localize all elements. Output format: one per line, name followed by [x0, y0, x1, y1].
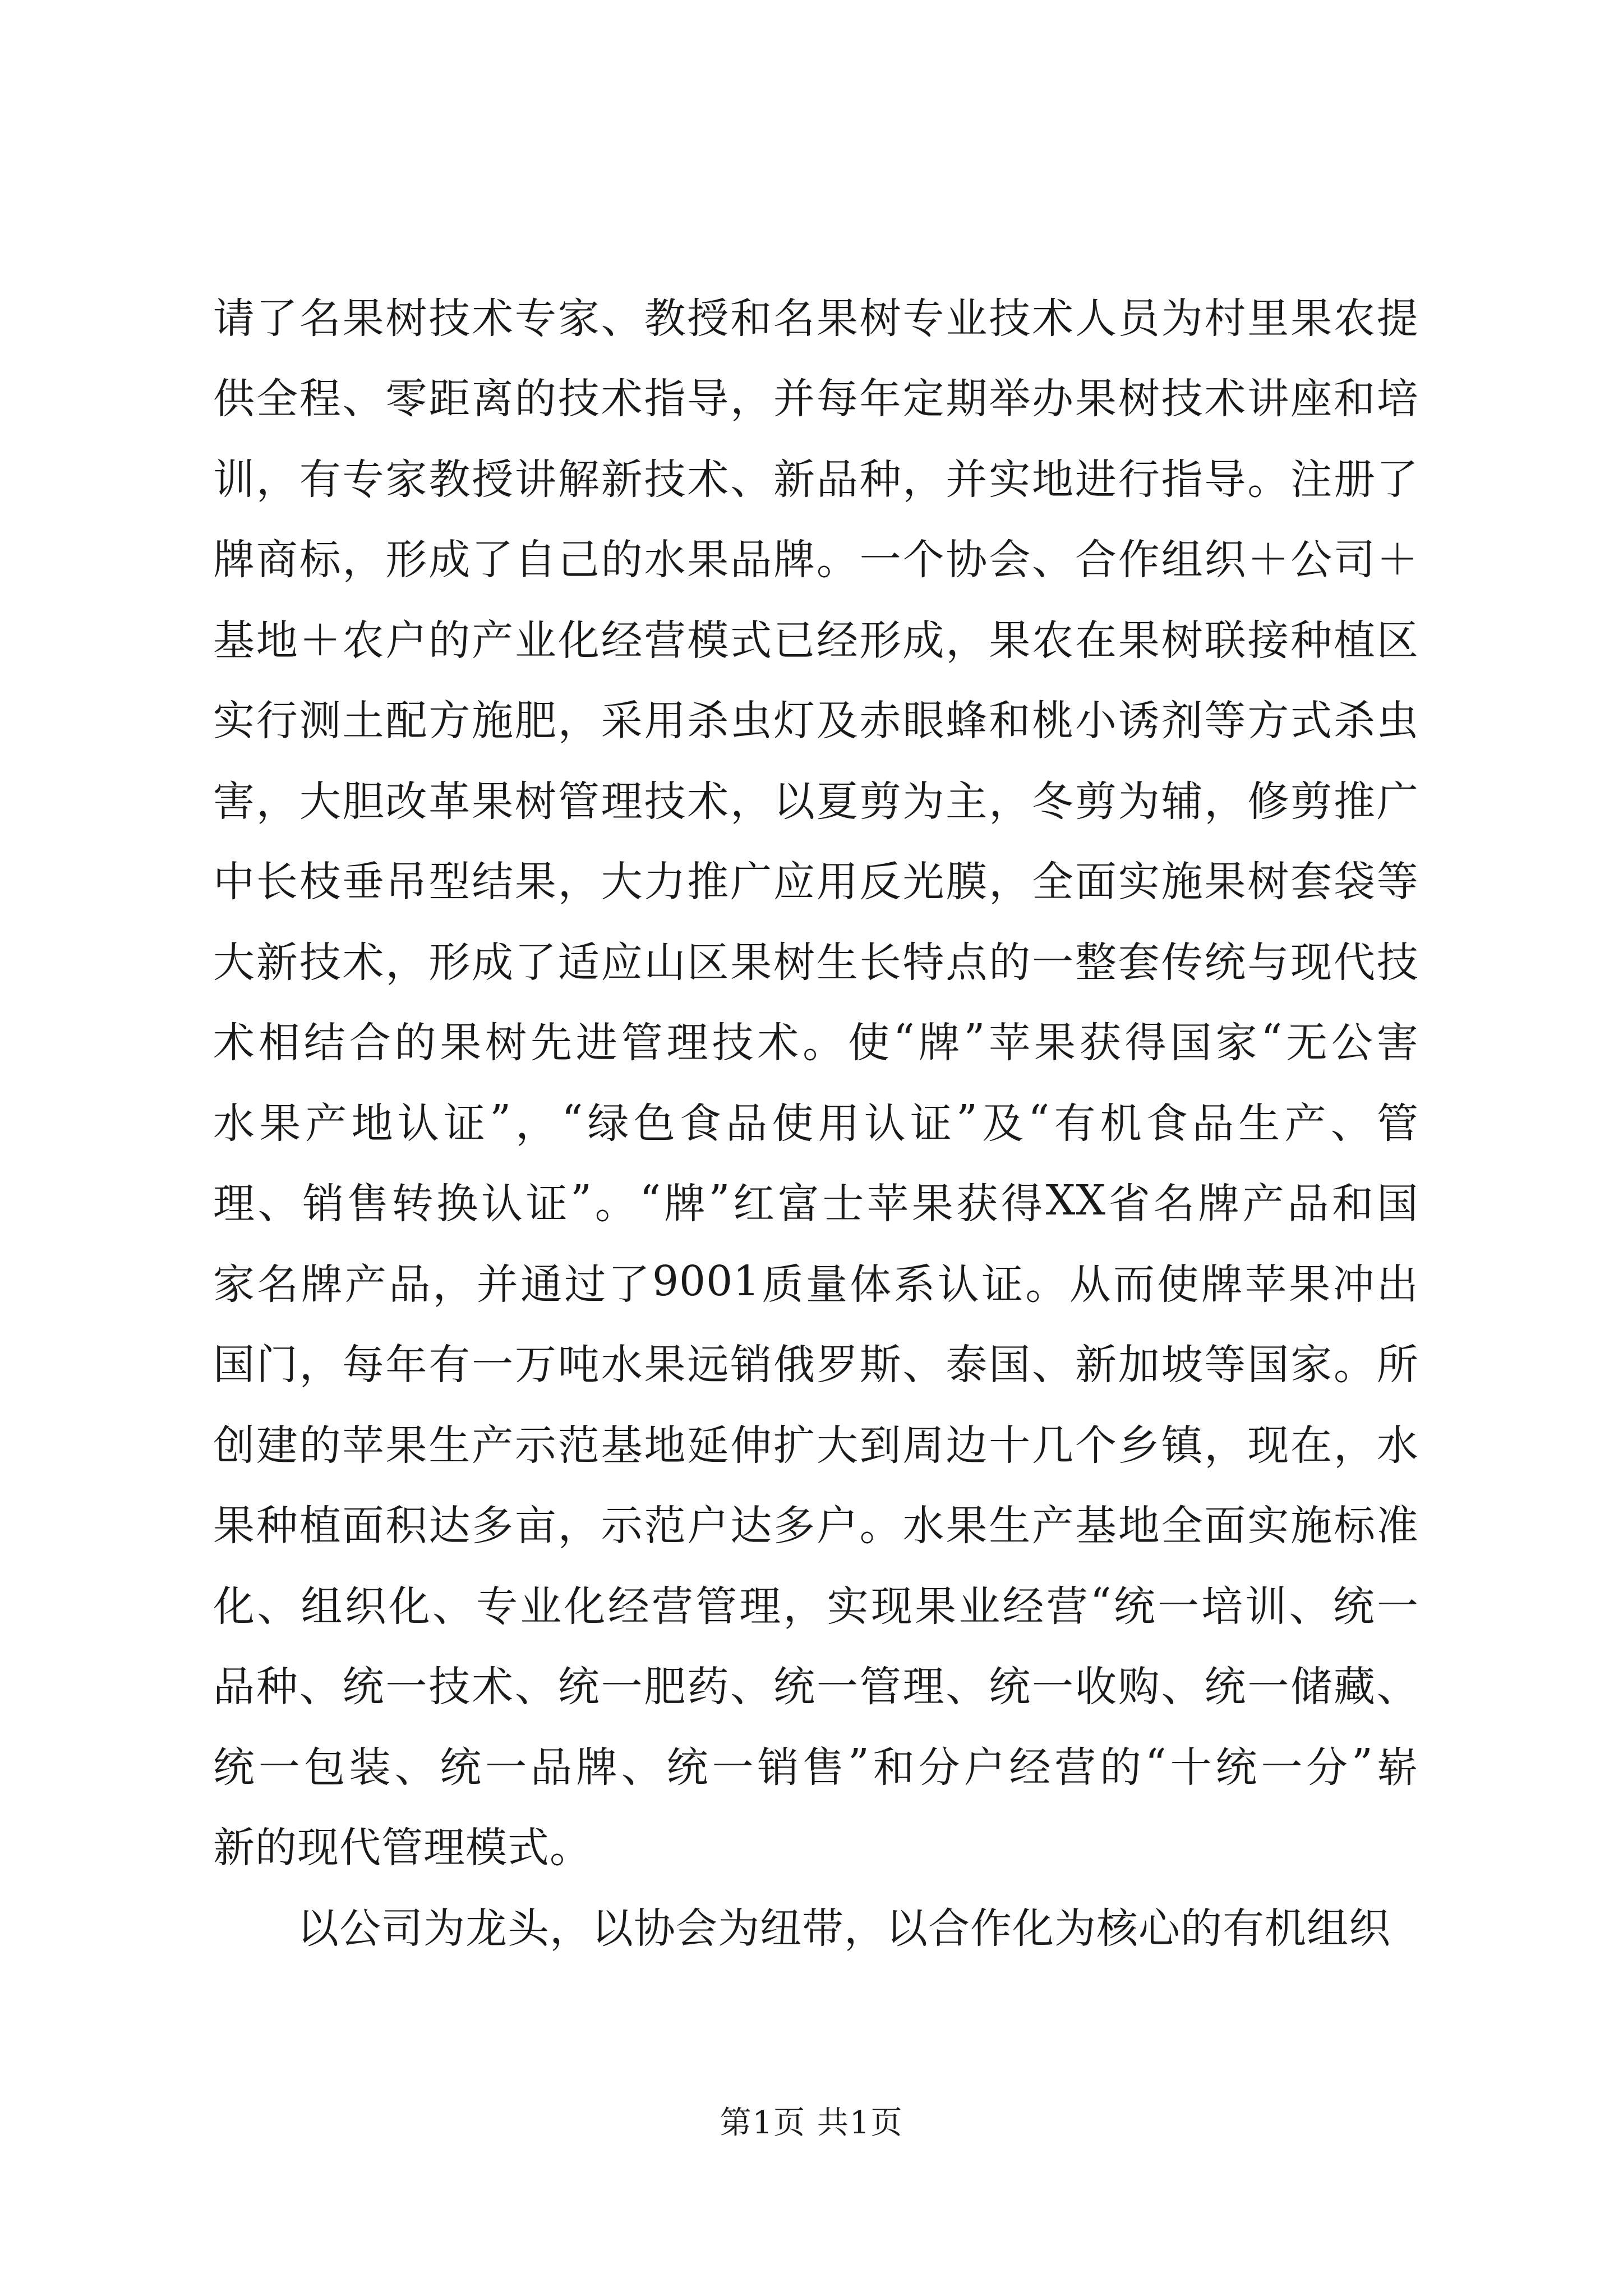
paragraph-end-line: 新的现代管理模式。	[213, 1824, 592, 1872]
text-line: 创 建 的 苹 果 生 产 示 范 基 地 延 伸 扩 大 到 周 边 十 几 个 乡 镇 ， 现 在 ， 水	[213, 1421, 1419, 1470]
text-line: 统 一 包 装 、 统 一 品 牌 、 统 一 销 售 ” 和 分 户 经 营 的 “ 十 统 一 分 ” 崭	[213, 1740, 1419, 1792]
text-line: 品 种 、 统 一 技 术 、 统 一 肥 药 、 统 一 管 理 、 统 一 收 购 、 统 一 储 藏 、	[213, 1663, 1419, 1711]
text-line: 大 新 技 术 ， 形 成 了 适 应 山 区 果 树 生 长 特 点 的 一 整 套 传 统 与 现 代 技	[213, 938, 1419, 987]
text-line: 术 相 结 合 的 果 树 先 进 管 理 技 术 。 使 “ 牌 ” 苹 果 获 得 国 家 “ 无 公 害	[213, 1015, 1419, 1068]
text-line: 实 行 测 土 配 方 施 肥 ， 采 用 杀 虫 灯 及 赤 眼 蜂 和 桃 小 诱 剂 等 方 式 杀 虫	[213, 697, 1419, 746]
text-line: 国 门 ， 每 年 有 一 万 吨 水 果 远 销 俄 罗 斯 、 泰 国 、 新 加 坡 等 国 家 。 所	[213, 1341, 1419, 1389]
text-line: 水 果 产 地 认 证 ” ， “ 绿 色 食 品 使 用 认 证 ” 及 “ 有 机 食 品 生 产 、 管	[213, 1096, 1419, 1148]
body-text	[213, 275, 1419, 1966]
paragraph-start-line: 以公司为龙头，以协会为纽带，以合作化为核心的有机组织	[297, 1904, 1391, 1953]
text-line: 中 长 枝 垂 吊 型 结 果 ， 大 力 推 广 应 用 反 光 膜 ， 全 面 实 施 果 树 套 袋 等	[213, 858, 1419, 907]
text-line: 供 全 程 、 零 距 离 的 技 术 指 导 ， 并 每 年 定 期 举 办 果 树 技 术 讲 座 和 培	[213, 375, 1419, 424]
text-line: 害 ， 大 胆 改 革 果 树 管 理 技 术 ， 以 夏 剪 为 主 ， 冬 剪 为 辅 ， 修 剪 推 广	[213, 777, 1419, 826]
page-footer: 第1页 共1页	[720, 2105, 903, 2141]
text-line: 家 名 牌 产 品 ， 并 通 过 了 9001 质 量 体 系 认 证 。 从 而 使 牌 苹 果 冲 出	[213, 1257, 1419, 1309]
text-line: 基 地 ＋ 农 户 的 产 业 化 经 营 模 式 已 经 形 成 ， 果 农 在 果 树 联 接 种 植 区	[213, 616, 1419, 665]
text-line: 请 了 名 果 树 技 术 专 家 、 教 授 和 名 果 树 专 业 技 术 人 员 为 村 里 果 农 提	[213, 294, 1419, 343]
text-line: 训 ， 有 专 家 教 授 讲 解 新 技 术 、 新 品 种 ， 并 实 地 进 行 指 导 。 注 册 了	[213, 455, 1419, 504]
text-line: 化 、 组 织 化 、 专 业 化 经 营 管 理 ， 实 现 果 业 经 营 “ 统 一 培 训 、 统 一	[213, 1579, 1419, 1631]
text-line: 果 种 植 面 积 达 多 亩 ， 示 范 户 达 多 户 。 水 果 生 产 基 地 全 面 实 施 标 准	[213, 1502, 1419, 1550]
text-line: 理 、 销 售 转 换 认 证 ” 。 “ 牌 ” 红 富 士 苹 果 获 得 XX 省 名 牌 产 品 和 国	[213, 1176, 1419, 1228]
text-line: 牌 商 标 ， 形 成 了 自 己 的 水 果 品 牌 。 一 个 协 会 、 合 作 组 织 ＋ 公 司 ＋	[213, 536, 1419, 585]
